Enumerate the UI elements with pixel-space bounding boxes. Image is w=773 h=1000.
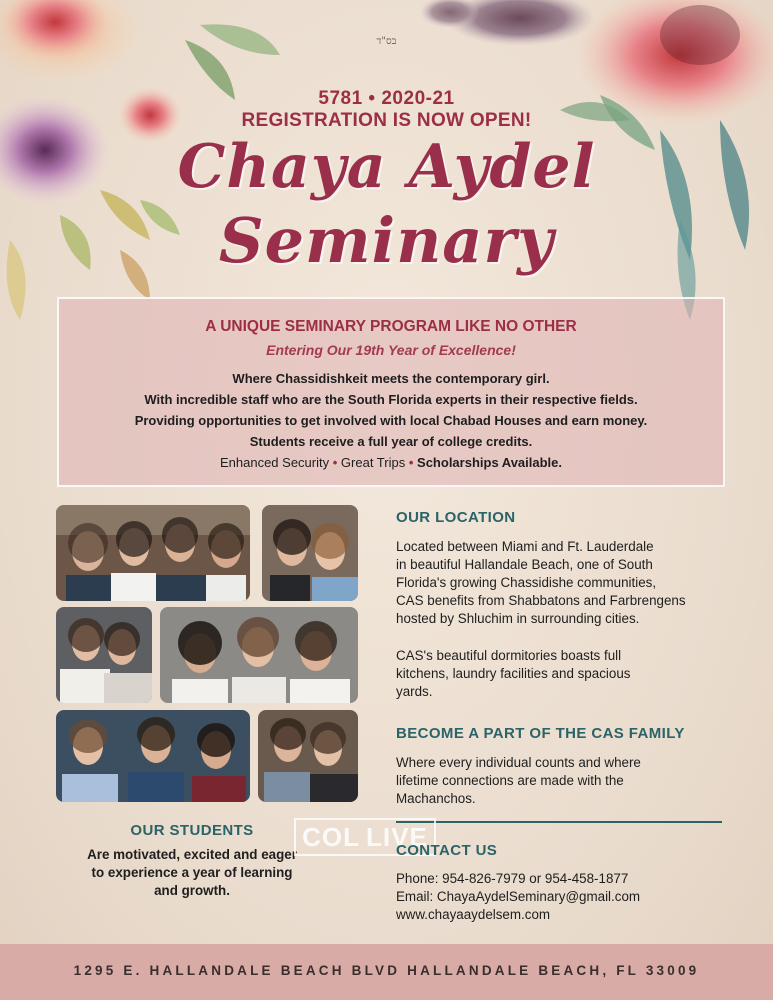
location-line: Florida's growing Chassidishe communities, xyxy=(396,575,657,590)
students-text xyxy=(56,846,328,900)
location-line: CAS benefits from Shabbatons and Farbrengens xyxy=(396,593,686,608)
panel-line: With incredible staff who are the South Florida experts in their respective fields. xyxy=(144,392,638,407)
bsd-mark: בס"ד xyxy=(376,36,397,47)
students-line: and growth. xyxy=(154,883,230,898)
panel-line: Students receive a full year of college credits. xyxy=(249,434,533,449)
contact-block xyxy=(396,870,640,924)
student-photo xyxy=(262,505,358,601)
location-line: hosted by Shluchim in surrounding cities. xyxy=(396,611,640,626)
students-line: to experience a year of learning xyxy=(91,865,293,880)
contact-email[interactable]: Email: ChayaAydelSeminary@gmail.com xyxy=(396,889,641,904)
students-heading: OUR STUDENTS xyxy=(130,822,254,839)
students-line: Are motivated, excited and eager xyxy=(87,847,297,862)
contact-phone: Phone: 954-826-7979 or 954-458-1877 xyxy=(396,871,629,886)
feature-scholarships: Scholarships Available. xyxy=(417,455,563,470)
location-line: Located between Miami and Ft. Lauderdale xyxy=(396,539,654,554)
feature-separator: • xyxy=(408,455,414,470)
footer-bar xyxy=(0,944,773,1000)
program-panel xyxy=(57,297,725,487)
contact-website[interactable]: www.chayaaydelsem.com xyxy=(396,907,551,922)
panel-subheading: Entering Our 19th Year of Excellence! xyxy=(266,342,516,358)
dorm-line: yards. xyxy=(396,684,433,699)
panel-features xyxy=(59,455,723,470)
dorm-text xyxy=(396,647,630,701)
footer-address: 1295 E. HALLANDALE BEACH BLVD HALLANDALE BEACH, FL 33009 xyxy=(73,963,700,978)
registration-banner: REGISTRATION IS NOW OPEN! xyxy=(241,110,532,131)
family-line: Where every individual counts and where xyxy=(396,755,641,770)
location-line: in beautiful Hallandale Beach, one of South xyxy=(396,557,653,572)
student-photo xyxy=(56,607,152,703)
watermark-part2: LIVE xyxy=(366,821,428,852)
panel-heading: A UNIQUE SEMINARY PROGRAM LIKE NO OTHER xyxy=(205,318,577,335)
feature-trips: Great Trips xyxy=(340,455,406,470)
panel-line: Providing opportunities to get involved with local Chabad Houses and earn money. xyxy=(134,413,648,428)
title-line-2: Seminary xyxy=(218,204,555,277)
dorm-line: kitchens, laundry facilities and spacious xyxy=(396,666,631,681)
student-photo xyxy=(258,710,358,802)
location-heading: OUR LOCATION xyxy=(396,509,516,526)
family-heading: BECOME A PART OF THE CAS FAMILY xyxy=(396,725,685,742)
year-line: 5781 • 2020-21 xyxy=(318,88,455,109)
dorm-line: CAS's beautiful dormitories boasts full xyxy=(396,648,622,663)
location-text xyxy=(396,538,686,628)
family-line: Machanchos. xyxy=(396,791,476,806)
student-photo xyxy=(56,710,250,802)
title-line-1: Chaya Aydel xyxy=(177,132,596,202)
student-photo xyxy=(160,607,358,703)
panel-line: Where Chassidishkeit meets the contemporary girl. xyxy=(232,371,550,386)
feature-separator: • xyxy=(332,455,338,470)
student-photo xyxy=(56,505,250,601)
family-text xyxy=(396,754,641,808)
family-line: lifetime connections are made with the xyxy=(396,773,624,788)
watermark-part1: COL xyxy=(302,821,361,852)
feature-security: Enhanced Security xyxy=(219,455,330,470)
section-divider xyxy=(396,821,722,823)
contact-heading: CONTACT US xyxy=(396,842,498,859)
